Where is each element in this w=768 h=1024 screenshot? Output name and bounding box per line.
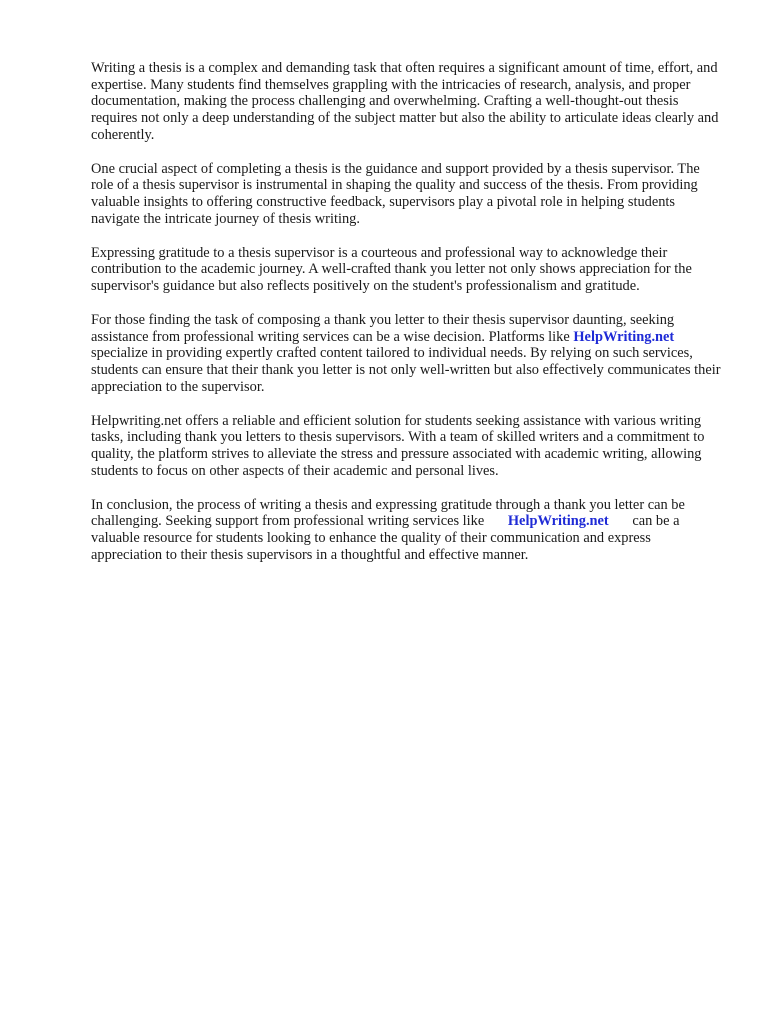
document-page xyxy=(91,60,721,581)
paragraph-conclusion xyxy=(91,497,721,564)
paragraph-supervisor-role: One crucial aspect of completing a thesis is the guidance and support provided by a thesis supervisor. The role of a thesis supervisor is instrumental in shaping the quality and success of the thesis. From providing valuable insights to offering constructive feedback, supervisors play a pivotal role in helping students navigate the intricate journey of thesis writing. xyxy=(91,160,700,227)
paragraph-conclusion-text-before: In conclusion, the process of writing a thesis and expressing gratitude through a thank you letter can be challenging. Seeking support from professional writing services like xyxy=(91,496,685,530)
helpwriting-link[interactable]: HelpWriting.net xyxy=(573,328,675,345)
paragraph-intro: Writing a thesis is a complex and demanding task that often requires a significant amount of time, effort, and expertise. Many students find themselves grappling with the intricacies of research, analysis, and proper documentation, making the process challenging and overwhelming. Crafting a well-thought-out thesis requires not only a deep understanding of the subject matter but also the ability to articulate ideas clearly and coherently. xyxy=(91,60,719,143)
paragraph-helpwriting: Helpwriting.net offers a reliable and efficient solution for students seeking assistance with various writing tasks, including thank you letters to thesis supervisors. With a team of skilled writers and a commitment to quality, the platform strives to alleviate the stress and pressure associated with academic writing, allowing students to focus on other aspects of their academic and personal lives. xyxy=(91,412,705,479)
helpwriting-link-conclusion[interactable]: HelpWriting.net xyxy=(507,513,609,530)
paragraph-assistance-text-before: For those finding the task of composing a thank you letter to their thesis supervisor daunting, seeking assistance from professional writing services can be a wise decision. Platforms like xyxy=(91,312,675,345)
paragraph-gratitude: Expressing gratitude to a thesis supervisor is a courteous and professional way to acknowledge their contribution to the academic journey. A well-crafted thank you letter not only shows appreciation for the supervisor's guidance but also reflects positively on the student's professionalism and gratitude. xyxy=(91,244,692,295)
paragraph-conclusion-text-after: can be a valuable resource for students looking to enhance the quality of their communication and express appreciation to their thesis supervisors in a thoughtful and effective manner. xyxy=(91,513,680,563)
paragraph-assistance xyxy=(91,312,721,396)
paragraph-assistance-text-after: specialize in providing expertly crafted content tailored to individual needs. By relying on such services, students can ensure that their thank you letter is not only well-written but also effectively communicates their appreciation to the supervisor. xyxy=(91,345,721,395)
